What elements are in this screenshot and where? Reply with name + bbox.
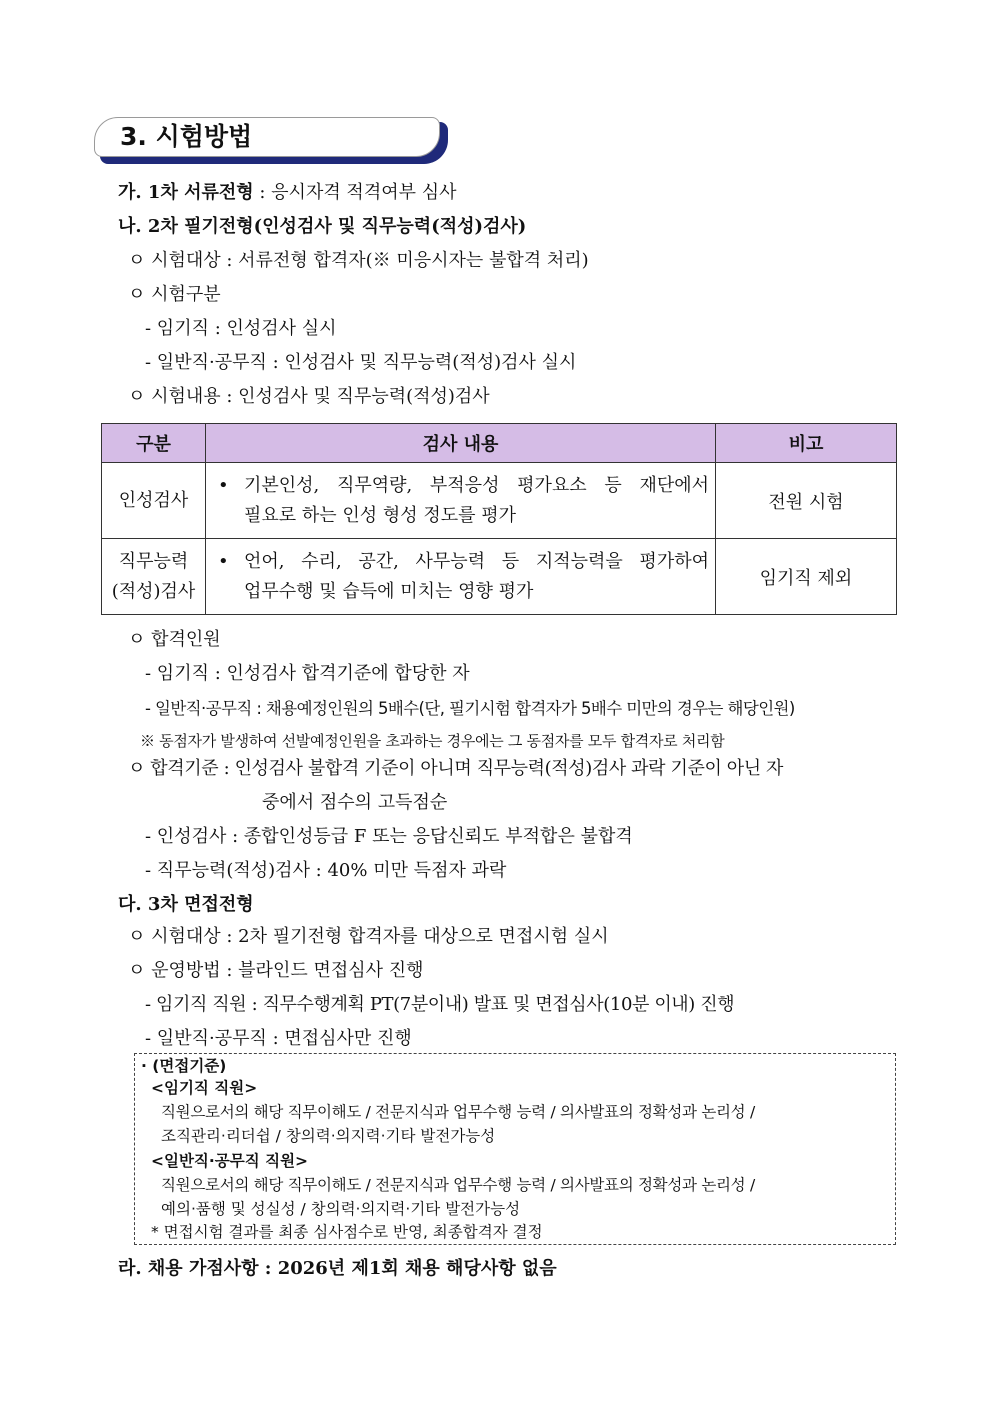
interview-criteria-box (134, 1053, 896, 1245)
table-cell-content (206, 539, 716, 615)
table-row (102, 539, 897, 615)
na-criteria-line2: 중에서 점수의 고득점순 (262, 792, 448, 813)
na-criteria-1: - 인성검사 : 종합인성등급 F 또는 응답신뢰도 부적합은 불합격 (145, 826, 633, 847)
bullet-item (218, 547, 709, 607)
table-cell-note: 임기직 제외 (716, 539, 897, 615)
table-row (102, 463, 897, 539)
table-cell-note: 전원 시험 (716, 463, 897, 539)
na-pass-count: ㅇ 합격인원 (128, 629, 221, 650)
item-na-title: 나. 2차 필기전형(인성검사 및 직무능력(적성)검사) (118, 216, 527, 237)
category-line: 직무능력 (118, 550, 189, 572)
table-header-category: 구분 (102, 424, 206, 463)
table-header-content: 검사 내용 (206, 424, 716, 463)
na-pass-1: - 임기직 : 인성검사 합격기준에 합당한 자 (145, 663, 470, 684)
da-method: ㅇ 운영방법 : 블라인드 면접심사 진행 (128, 960, 424, 981)
na-tie-note: ※ 동점자가 발생하여 선발예정인원을 초과하는 경우에는 그 동점자를 모두 합격자로 처리함 (140, 732, 725, 750)
item-ga-desc: : 응시자격 적격여부 심사 (253, 182, 457, 203)
category-line: (적성)검사 (111, 580, 196, 602)
bullet-item (218, 471, 709, 531)
content-line: 필요로 하는 인성 형성 정도를 평가 (244, 504, 517, 526)
table-cell-content (206, 463, 716, 539)
criteria-line: 조직관리·리더쉽 / 창의력·의지력·기타 발전가능성 (161, 1127, 496, 1145)
section-title: 3. 시험방법 (120, 122, 253, 151)
table-header-row (102, 424, 897, 463)
table-header-note: 비고 (716, 424, 897, 463)
criteria-group-title: <임기직 직원> (151, 1079, 258, 1097)
criteria-line: 예의·품행 및 성실성 / 창의력·의지력·기타 발전가능성 (161, 1200, 521, 1218)
exam-content-table (101, 423, 897, 615)
na-category-1: - 임기직 : 인성검사 실시 (145, 318, 337, 339)
criteria-line: 직원으로서의 해당 직무이해도 / 전문지식과 업무수행 능력 / 의사발표의 정확성과 논리성 / (161, 1103, 755, 1121)
item-da-title: 다. 3차 면접전형 (118, 894, 254, 915)
criteria-footnote: * 면접시험 결과를 최종 심사점수로 반영, 최종합격자 결정 (151, 1223, 543, 1241)
da-method-1: - 임기직 직원 : 직무수행계획 PT(7분이내) 발표 및 면접심사(10분 이내) 진행 (145, 994, 735, 1015)
content-line: 언어, 수리, 공간, 사무능력 등 지적능력을 평가하여 (244, 550, 709, 572)
da-target: ㅇ 시험대상 : 2차 필기전형 합격자를 대상으로 면접시험 실시 (128, 926, 609, 947)
item-ga (118, 181, 457, 205)
table-cell-category (102, 463, 206, 539)
table-cell-category (102, 539, 206, 615)
na-target: ㅇ 시험대상 : 서류전형 합격자(※ 미응시자는 불합격 처리) (128, 250, 589, 271)
item-ra: 라. 채용 가점사항 : 2026년 제1회 채용 해당사항 없음 (118, 1258, 557, 1279)
item-ga-label: 가. 1차 서류전형 (118, 182, 254, 203)
na-category-2: - 일반직·공무직 : 인성검사 및 직무능력(적성)검사 실시 (145, 352, 577, 373)
na-criteria-2: - 직무능력(적성)검사 : 40% 미만 득점자 과락 (145, 860, 507, 881)
criteria-line: 직원으로서의 해당 직무이해도 / 전문지식과 업무수행 능력 / 의사발표의 정확성과 논리성 / (161, 1176, 755, 1194)
na-pass-2: - 일반직·공무직 : 채용예정인원의 5배수(단, 필기시험 합격자가 5배수 미만의 경우는 해당인원) (145, 699, 795, 718)
bullet-icon: • (218, 474, 229, 496)
criteria-heading: · (면접기준) (141, 1057, 227, 1075)
bullet-icon: • (218, 550, 229, 572)
content-line: 기본인성, 직무역량, 부적응성 평가요소 등 재단에서 (244, 474, 709, 496)
criteria-group-title: <일반직·공무직 직원> (151, 1152, 309, 1170)
na-content: ㅇ 시험내용 : 인성검사 및 직무능력(적성)검사 (128, 386, 490, 407)
na-criteria-line1: ㅇ 합격기준 : 인성검사 불합격 기준이 아니며 직무능력(적성)검사 과락 기준이 아닌 자 (128, 758, 784, 779)
na-category: ㅇ 시험구분 (128, 284, 221, 305)
category-line: 인성검사 (118, 489, 189, 511)
da-method-2: - 일반직·공무직 : 면접심사만 진행 (145, 1028, 412, 1049)
content-line: 업무수행 및 습득에 미치는 영향 평가 (244, 580, 534, 602)
